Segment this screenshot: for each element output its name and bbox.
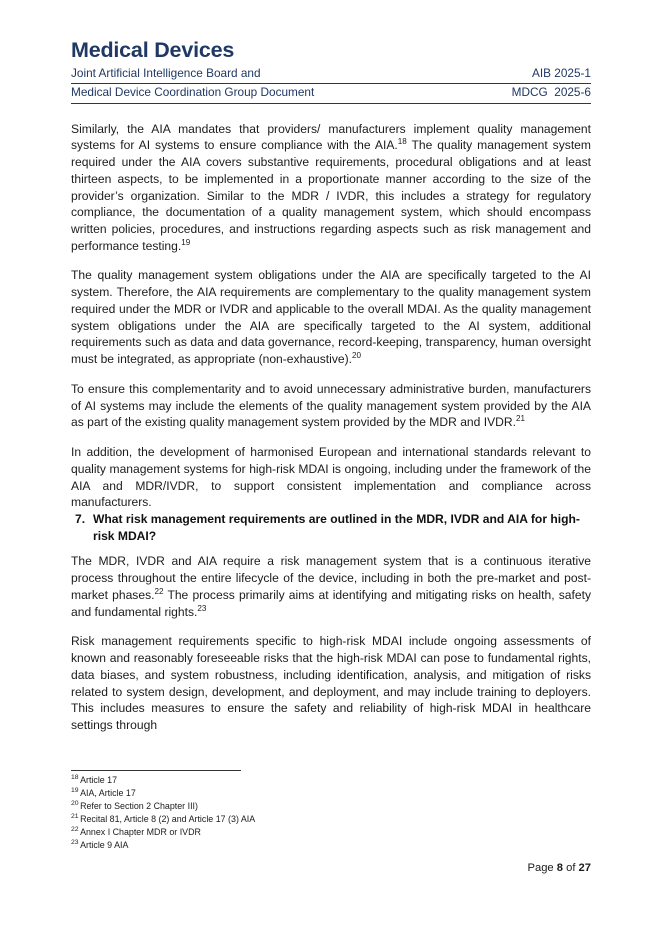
header-line-2-left: Medical Device Coordination Group Document [71, 84, 315, 99]
footnote-number: 20 [71, 800, 79, 808]
footnote-text: AIA, Article 17 [80, 788, 136, 799]
header-line-1-left: Joint Artificial Intelligence Board and [71, 66, 261, 81]
document-header [71, 38, 591, 104]
footnote-number: 21 [71, 813, 79, 821]
footnote-marker: 23 [197, 603, 207, 613]
footnote-text: Recital 81, Article 8 (2) and Article 17 (3) AIA [80, 814, 256, 825]
question-heading-7 [71, 511, 591, 544]
body-paragraph: The quality management system obligations under the AIA are specifically targeted to the AI system. Therefore, the AIA requirements are complementary to the quality management system required under the MDR or IVDR and applicable to the overall MDAI. As the quality management system obligations under the AIA are specifically targeted to the AI system, additional requirements such as data and data governance, record-keeping, transparency, human oversight must be integrated, as appropriate (non-exhaustive).$^{20}$ [71, 268, 591, 367]
footnote-list [71, 774, 591, 852]
page-content [71, 38, 591, 734]
body-paragraph: Similarly, the AIA mandates that providers/ manufacturers implement quality management systems for AI systems to ensure compliance with the AIA.$^{18}$ The quality management system required under the AIA covers substantive requirements, procedural obligations and at least thirteen aspects, to be implemented in a proportionate manner according to the size of the provider’s organization. Similar to the MDR / IVDR, this includes a strategy for regulatory compliance, the documentation of a quality management system, which should encompass written policies, procedures, and instructions regarding aspects such as risk management and performance testing.$^{19}$ [71, 121, 591, 253]
footnote-text: Article 17 [80, 775, 118, 785]
footnote-marker: 22 [154, 586, 164, 596]
footnote-text: Refer to Section 2 Chapter III) [80, 801, 198, 812]
footnote-item [71, 774, 591, 787]
header-line-2-right: MDCG 2025-6 [511, 84, 591, 99]
page-footer [71, 862, 591, 874]
footnote-number: 19 [71, 787, 79, 795]
header-line-1-right: AIB 2025-1 [531, 66, 591, 81]
footnote-item [71, 787, 591, 800]
body-paragraphs-after-heading [71, 553, 591, 733]
footnote-item [71, 813, 591, 826]
footnote-number: 23 [71, 839, 79, 847]
document-title: Medical Devices [71, 38, 235, 62]
footnote-item [71, 839, 591, 852]
footnote-text: Annex I Chapter MDR or IVDR [80, 827, 201, 838]
body-paragraph: The MDR, IVDR and AIA require a risk management system that is a continuous iterative process throughout the entire lifecycle of the device, including in both the pre-market and post-market phases.$^{22}$ The process primarily aims at identifying and mitigating risks on health, safety and fundamental rights.$^{23}$ [71, 554, 591, 619]
footnote-marker: 21 [516, 414, 526, 424]
document-body [71, 121, 591, 734]
question-number: 7. [75, 512, 86, 526]
body-paragraph: In addition, the development of harmonised European and international standards relevant to quality management systems for high-risk MDAI is ongoing, including under the framework of the AIA and MDR/IVDR, to support consistent implementation and compliance across manufacturers. [71, 445, 591, 510]
footnote-marker: 18 [397, 137, 407, 147]
footnote-marker: 19 [181, 237, 191, 247]
footnote-text: Article 9 AIA [80, 840, 129, 851]
question-text: What risk management requirements are outlined in the MDR, IVDR and AIA for high-risk MDAI? [93, 512, 580, 543]
footnote-item [71, 826, 591, 839]
body-paragraphs-before-heading [71, 121, 591, 511]
body-paragraph: To ensure this complementarity and to avoid unnecessary administrative burden, manufacturers of AI systems may include the elements of the quality management system provided by the AIA as part of the existing quality management system provided by the MDR and IVDR.$^{21}$ [71, 381, 591, 430]
page-footer-prefix: Page [527, 862, 557, 874]
footnote-number: 22 [71, 826, 79, 834]
body-paragraph: Risk management requirements specific to high-risk MDAI include ongoing assessments of known and reasonably foreseeable risks that the high-risk MDAI can pose to fundamental rights, data biases, and system robustness, including identification, analysis, and mitigation of risks related to system design, development, and deployment, and may include training to deployers. This includes measures to ensure the safety and reliability of high-risk MDAI in healthcare settings through [71, 634, 591, 733]
footnote-marker: 20 [352, 351, 362, 361]
page-footer-total: 27 [578, 862, 591, 874]
page-footer-middle: of [563, 862, 579, 874]
header-line-1 [71, 65, 591, 82]
footnotes-section [71, 770, 591, 852]
header-divider-thick [71, 103, 591, 104]
footnote-number: 18 [71, 774, 79, 782]
footnote-separator [71, 770, 241, 771]
footnote-item [71, 800, 591, 813]
page-footer-current: 8 [556, 862, 563, 874]
header-line-2 [71, 84, 591, 101]
